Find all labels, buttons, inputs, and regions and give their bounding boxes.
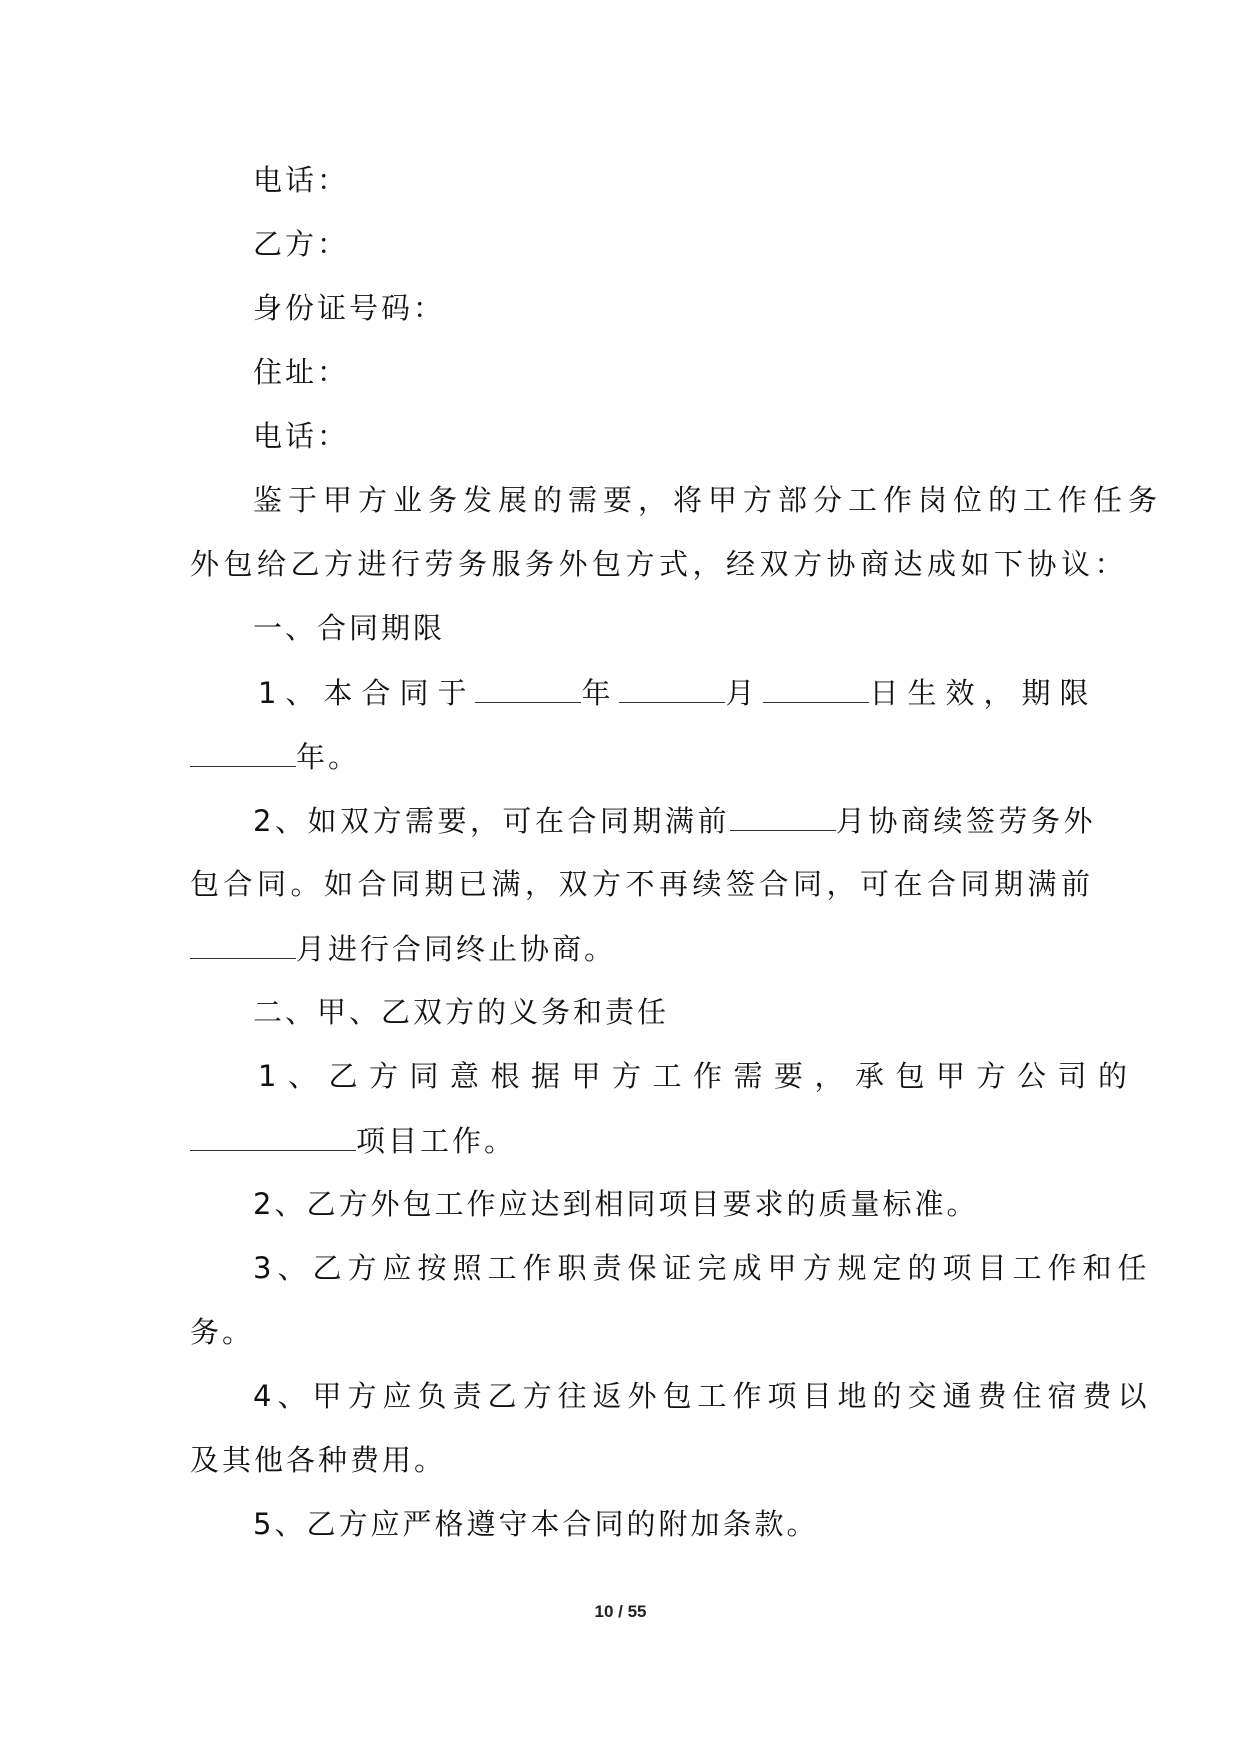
page-number: 10 / 55 (594, 1602, 647, 1621)
blank-month (619, 672, 725, 703)
clause-text: 月协商续签劳务外 (835, 804, 1096, 838)
clause-text: 月进行合同终止协商。 (296, 932, 617, 966)
clause-2-5: 5、乙方应严格遵守本合同的附加条款。 (253, 1507, 819, 1541)
clause-text: 月 (725, 676, 764, 710)
clause-1-1-line-1 (258, 672, 1098, 713)
blank-project (190, 1120, 356, 1151)
clause-2-1-line-2 (190, 1120, 516, 1161)
clause-text: 2、如双方需要，可在合同期满前 (253, 804, 730, 838)
address-label: 住址： (253, 355, 350, 389)
blank-renew-months (730, 800, 836, 831)
clause-2-3-line-1: 3、乙方应按照工作职责保证完成甲方规定的项目工作和任 (253, 1251, 1153, 1285)
blank-term-years (190, 736, 296, 767)
clause-1-2-line-1 (253, 800, 1096, 841)
clause-2-2: 2、乙方外包工作应达到相同项目要求的质量标准。 (253, 1187, 979, 1221)
section-heading-term: 一、合同期限 (253, 611, 446, 645)
clause-1-1-line-2 (190, 736, 360, 777)
clause-text: 1、本合同于 (258, 676, 476, 710)
clause-2-4-line-1: 4、甲方应负责乙方往返外包工作项目地的交通费住宿费以 (253, 1379, 1153, 1413)
clause-text: 项目工作。 (356, 1124, 517, 1158)
clause-1-2-line-3 (190, 928, 616, 969)
clause-1-2-line-2: 包合同。如合同期已满，双方不再续签合同，可在合同期满前 (190, 867, 1095, 901)
clause-2-4-line-2: 及其他各种费用。 (190, 1443, 447, 1477)
blank-day (763, 672, 869, 703)
clause-text: 日生效，期限 (869, 676, 1098, 710)
party-a-phone-label: 电话： (253, 163, 350, 197)
clause-2-3-line-2: 务。 (190, 1315, 255, 1349)
blank-year (475, 672, 581, 703)
clause-text: 年。 (296, 740, 361, 774)
party-b-phone-label: 电话： (253, 419, 350, 453)
clause-2-1-line-1: 1、乙方同意根据甲方工作需要，承包甲方公司的 (258, 1059, 1139, 1093)
party-b-label: 乙方： (253, 227, 350, 261)
clause-text: 年 (581, 676, 620, 710)
section-heading-obligations: 二、甲、乙双方的义务和责任 (253, 995, 670, 1029)
preamble-line-1: 鉴于甲方业务发展的需要，将甲方部分工作岗位的工作任务 (253, 483, 1164, 517)
id-number-label: 身份证号码： (253, 291, 446, 325)
blank-terminate-months (190, 928, 296, 959)
preamble-line-2: 外包给乙方进行劳务服务外包方式，经双方协商达成如下协议： (190, 547, 1129, 581)
